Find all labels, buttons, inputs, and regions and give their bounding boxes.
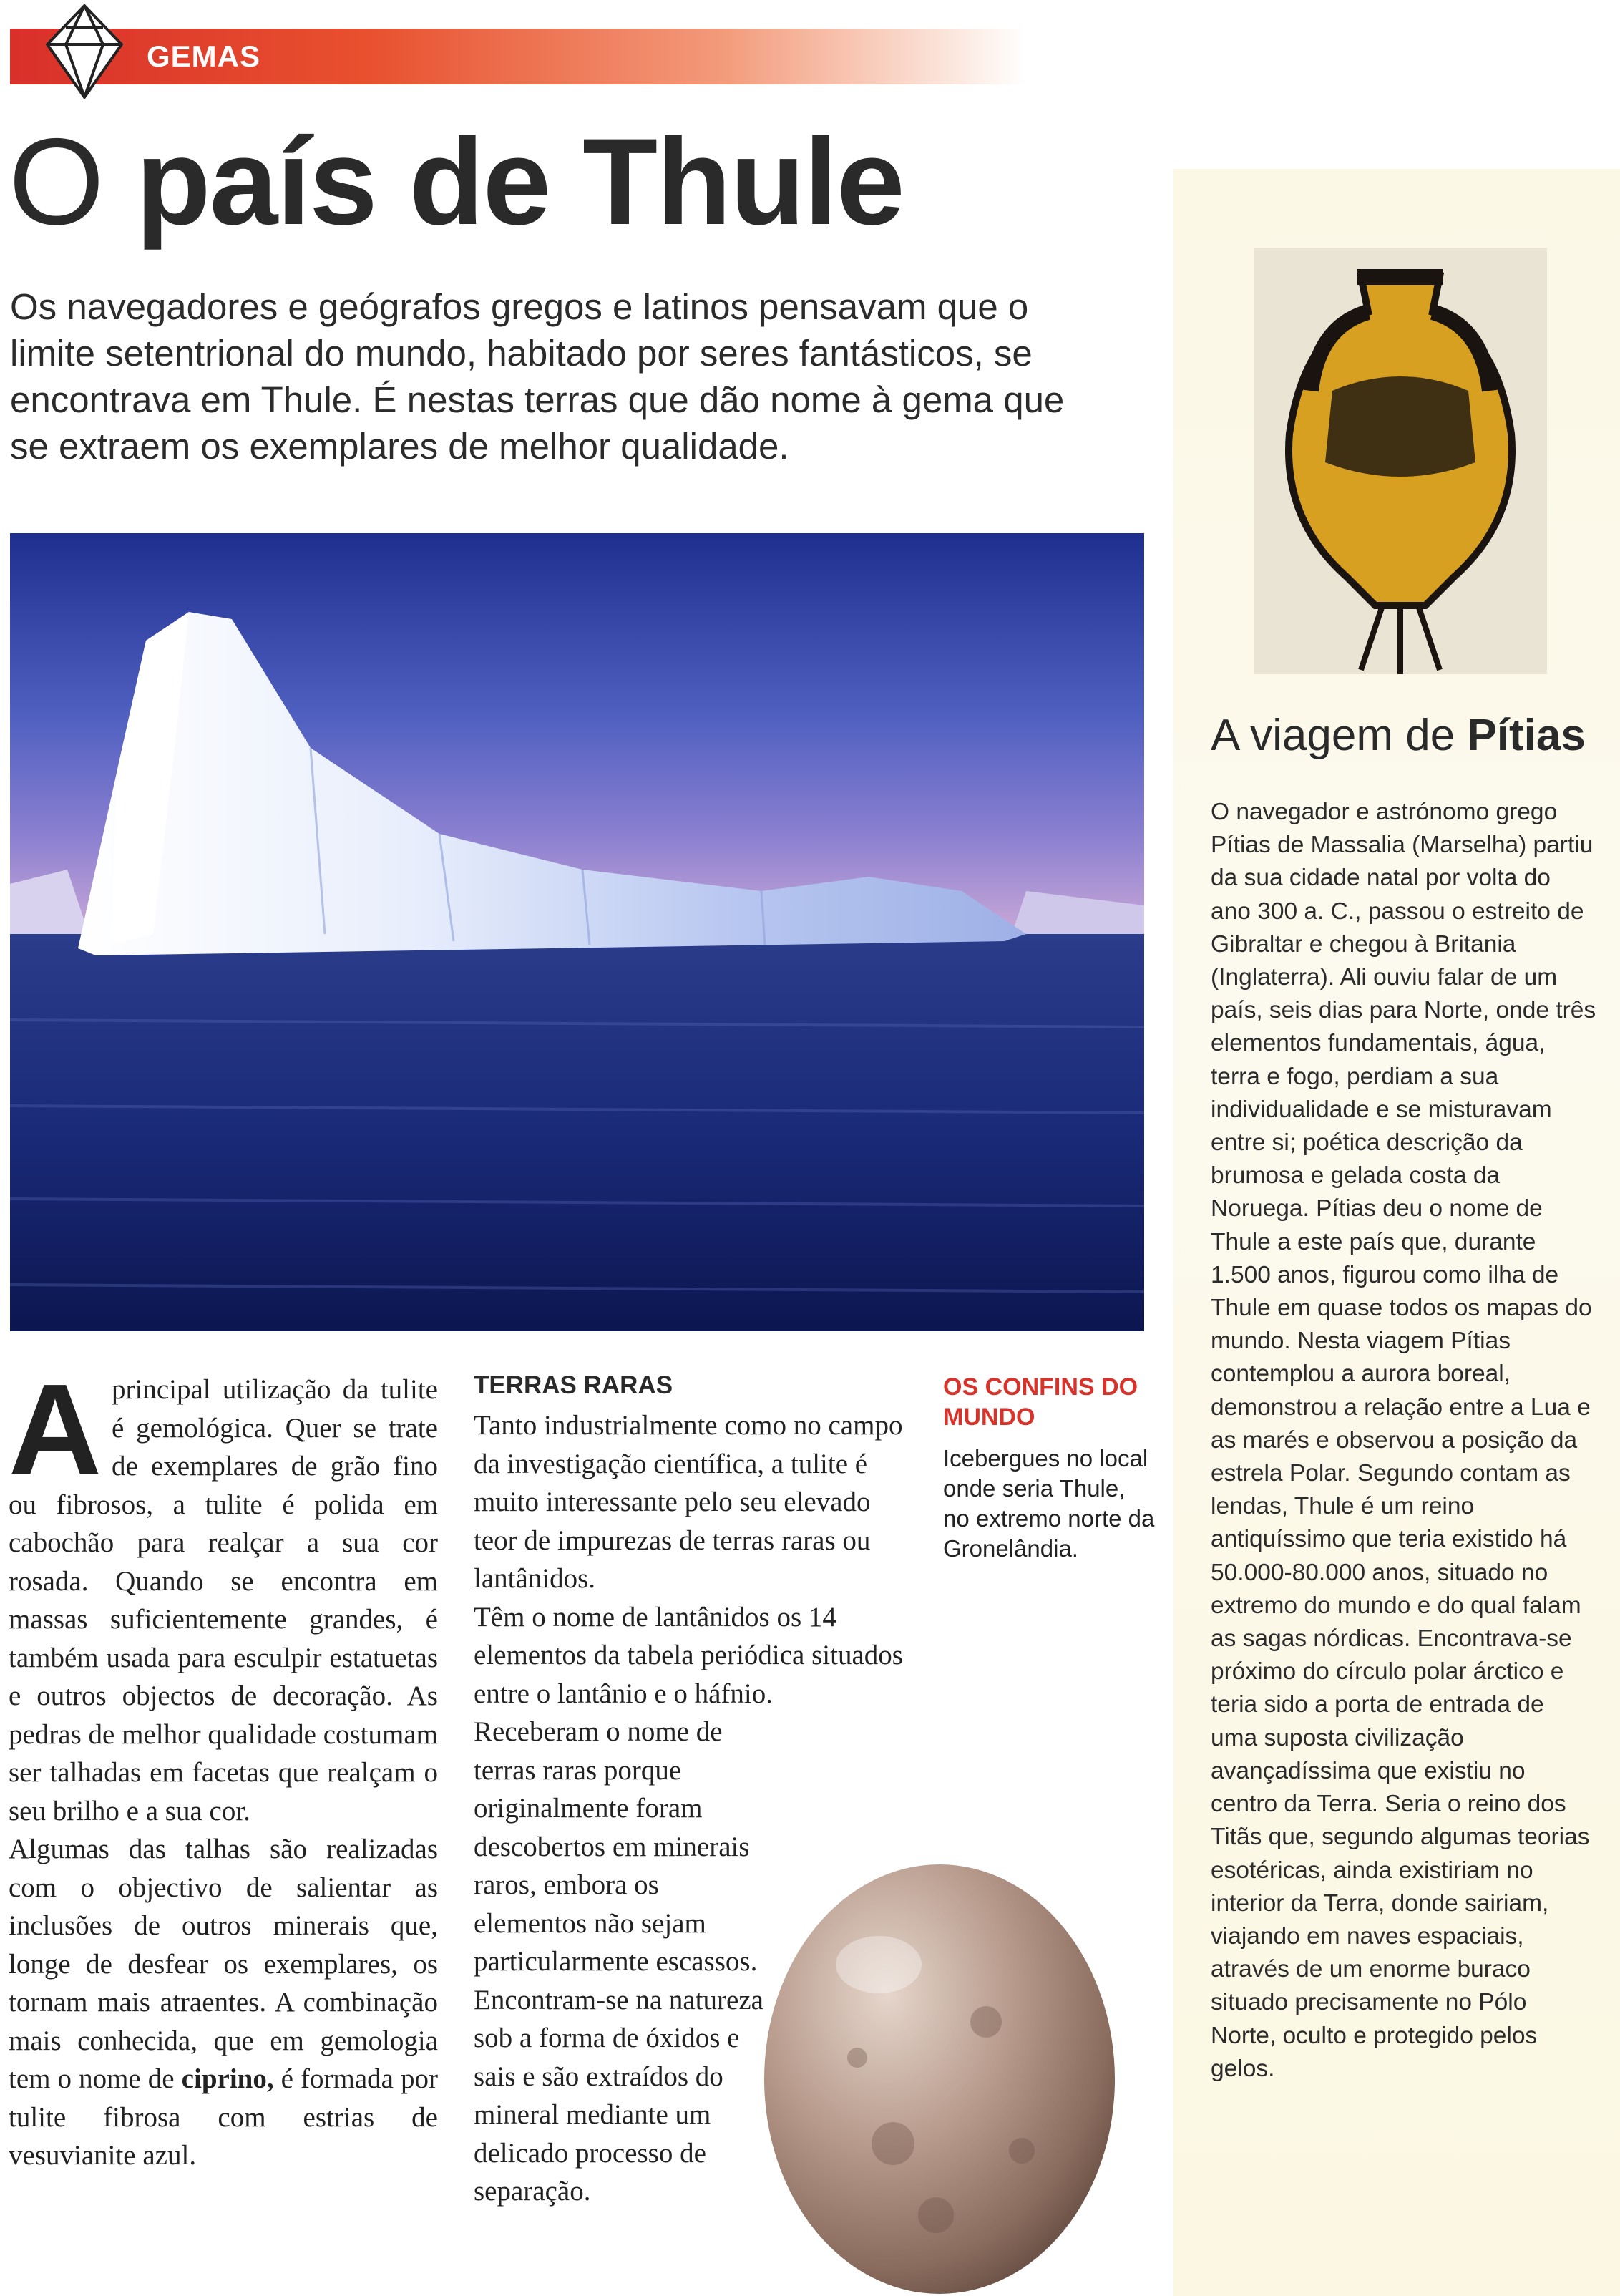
column1-paragraph-2-start: Algumas das talhas são realizadas com o objectivo de salientar as inclusões de outros minerais que, longe de desfear os exemplares, os tornam mais atraentes. A combinação mais conhecida, que em gemologia tem o nome de	[9, 1834, 438, 2094]
column2-paragraph-1: Tanto industrialmente como no campo da investigação científica, a tulite é muito interessante pelo seu elevado teor de impurezas de terras raras ou lantânidos.	[474, 1410, 903, 1594]
photo-caption-text: Icebergues no local onde seria Thule, no extremo norte da Gronelândia.	[943, 1445, 1155, 1562]
iceberg-photo	[10, 533, 1144, 1331]
sidebar-body-text: O navegador e astrónomo grego Pítias de Massalia (Marselha) partiu da sua cidade natal por volta do ano 300 a. C., passou o estreito de Gibraltar e chegou à Britania (Inglaterra). Ali ouviu falar de um país, seis dias para Norte, onde três elementos fundamentais, água, terra e fogo, perdiam a sua individualidade e se misturavam entre si; poética descrição da brumosa e gelada costa da Noruega. Pítias deu o nome de Thule a este país que, durante 1.500 anos, figurou como ilha de Thule em quase todos os mapas do mundo. Nesta viagem Pítias contemplou a aurora boreal, demonstrou a relação entre a Lua e as marés e observou a posição da estrela Polar. Segundo contam as lendas, Thule é um reino antiquíssimo que teria existido há 50.000-80.000 anos, situado no extremo do mundo e do qual falam as sagas nórdicas. Encontrava-se próximo do círculo polar árctico e teria sido a porta de entrada de uma suposta civilização avançadíssima que existiu no centro da Terra. Seria o reino dos Titãs que, segundo algumas teorias esotéricas, ainda existiriam no interior da Terra, donde sairiam, viajando em naves espaciais, através de um enorme buraco situado precisamente no Pólo Norte, oculto e protegido pelos gelos.	[1211, 799, 1596, 2082]
sidebar-title-light: A viagem de	[1211, 711, 1455, 760]
page-title-bold: país de Thule	[135, 113, 904, 250]
ciprino-term: ciprino,	[181, 2063, 274, 2094]
drop-cap: A	[9, 1358, 102, 1502]
gem-icon	[34, 1, 135, 102]
column1-paragraph-2	[9, 1830, 438, 2175]
column1-paragraph-1: principal utilização da tulite é gemológica. Quer se trate de exemplares de grão fino ou fibrosos, a tulite é polida em cabochão para realçar a sua cor rosada. Quando se encontra em massas suficientemente grandes, é também usada para esculpir estatuetas e outros objectos de decoração. As pedras de melhor qualidade costumam ser talhadas em facetas que realçam o seu brilho e a sua cor.	[9, 1374, 438, 1826]
column2-paragraph-4: Encontram-se na natureza sob a forma de óxidos e sais e são extraídos do mineral mediante um delicado processo de separação.	[474, 1984, 763, 2207]
lead-paragraph: Os navegadores e geógrafos gregos e latinos pensavam que o limite setentrional do mundo, habitado por seres fantásticos, se encontrava em Thule. É nestas terras que dão nome à gema que se extraem os exemplares de melhor qualidade.	[10, 286, 1065, 467]
section-label: GEMAS	[147, 39, 261, 73]
thulite-egg-photo	[750, 1843, 1129, 2296]
article-column-1	[9, 1358, 438, 2175]
column1-paragraph-2-end: é formada por tulite fibrosa com estrias de vesuvianite azul.	[9, 2063, 438, 2171]
column2-paragraph-3: Receberam o nome de terras raras porque originalmente foram descobertos em minerais raros, embora os elementos não sejam particularmente escassos.	[474, 1716, 758, 1977]
page-title-light: O	[9, 113, 103, 250]
amphora-photo	[1254, 248, 1547, 674]
terras-raras-heading: TERRAS RARAS	[474, 1371, 673, 1399]
photo-caption-heading: OS CONFINS DO MUNDO	[943, 1373, 1138, 1431]
sidebar-title	[1211, 710, 1586, 761]
sidebar-title-bold: Pítias	[1467, 711, 1586, 760]
column2-paragraph-2: Têm o nome de lantânidos os 14 elementos da tabela periódica situados entre o lantânio e o háfnio.	[474, 1601, 903, 1709]
page-title	[9, 113, 904, 250]
